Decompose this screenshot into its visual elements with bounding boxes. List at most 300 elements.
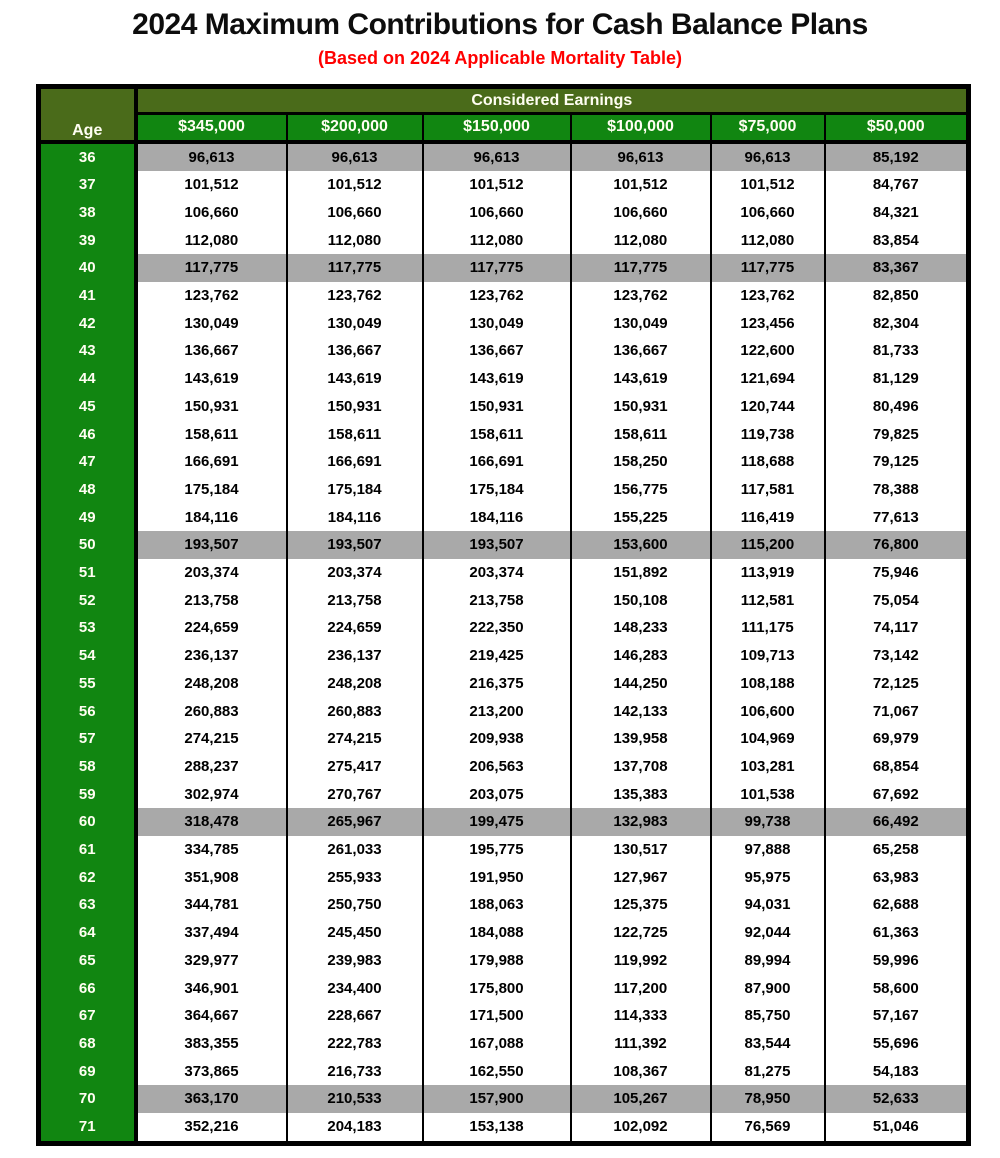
value-cell: 101,512 (423, 171, 571, 199)
value-cell: 81,275 (711, 1058, 825, 1086)
value-cell: 106,660 (711, 199, 825, 227)
value-cell: 112,080 (287, 227, 423, 255)
value-cell: 179,988 (423, 947, 571, 975)
column-header-75000: $75,000 (711, 114, 825, 142)
value-cell: 334,785 (136, 836, 287, 864)
value-cell: 171,500 (423, 1002, 571, 1030)
value-cell: 76,569 (711, 1113, 825, 1143)
value-cell: 73,142 (825, 642, 969, 670)
value-cell: 203,374 (423, 559, 571, 587)
value-cell: 175,184 (136, 476, 287, 504)
value-cell: 80,496 (825, 393, 969, 421)
value-cell: 106,660 (287, 199, 423, 227)
value-cell: 213,758 (423, 587, 571, 615)
value-cell: 54,183 (825, 1058, 969, 1086)
value-cell: 106,660 (571, 199, 711, 227)
contributions-table (36, 84, 971, 1146)
value-cell: 219,425 (423, 642, 571, 670)
value-cell: 55,696 (825, 1030, 969, 1058)
value-cell: 83,367 (825, 254, 969, 282)
value-cell: 158,611 (136, 421, 287, 449)
value-cell: 76,800 (825, 531, 969, 559)
table-row (39, 753, 969, 781)
value-cell: 104,969 (711, 725, 825, 753)
value-cell: 111,392 (571, 1030, 711, 1058)
age-cell: 47 (39, 448, 136, 476)
value-cell: 337,494 (136, 919, 287, 947)
value-cell: 72,125 (825, 670, 969, 698)
value-cell: 97,888 (711, 836, 825, 864)
value-cell: 224,659 (136, 614, 287, 642)
value-cell: 101,512 (136, 171, 287, 199)
age-cell: 44 (39, 365, 136, 393)
value-cell: 117,581 (711, 476, 825, 504)
group-header-row (39, 87, 969, 114)
value-cell: 83,544 (711, 1030, 825, 1058)
value-cell: 175,184 (423, 476, 571, 504)
value-cell: 82,850 (825, 282, 969, 310)
age-cell: 37 (39, 171, 136, 199)
value-cell: 213,200 (423, 698, 571, 726)
value-cell: 96,613 (571, 142, 711, 172)
value-cell: 132,983 (571, 808, 711, 836)
value-cell: 84,321 (825, 199, 969, 227)
value-cell: 143,619 (423, 365, 571, 393)
value-cell: 175,800 (423, 975, 571, 1003)
value-cell: 274,215 (136, 725, 287, 753)
value-cell: 158,611 (287, 421, 423, 449)
value-cell: 51,046 (825, 1113, 969, 1143)
value-cell: 125,375 (571, 891, 711, 919)
table-row (39, 670, 969, 698)
value-cell: 85,750 (711, 1002, 825, 1030)
value-cell: 158,611 (423, 421, 571, 449)
value-cell: 99,738 (711, 808, 825, 836)
value-cell: 61,363 (825, 919, 969, 947)
value-cell: 130,049 (571, 310, 711, 338)
value-cell: 117,775 (136, 254, 287, 282)
value-cell: 157,900 (423, 1085, 571, 1113)
value-cell: 79,825 (825, 421, 969, 449)
table-row (39, 836, 969, 864)
column-header-100000: $100,000 (571, 114, 711, 142)
table-row (39, 171, 969, 199)
value-cell: 344,781 (136, 891, 287, 919)
value-cell: 158,611 (571, 421, 711, 449)
age-cell: 50 (39, 531, 136, 559)
value-cell: 123,762 (287, 282, 423, 310)
value-cell: 203,374 (287, 559, 423, 587)
value-cell: 162,550 (423, 1058, 571, 1086)
value-cell: 95,975 (711, 864, 825, 892)
value-cell: 96,613 (136, 142, 287, 172)
value-cell: 65,258 (825, 836, 969, 864)
value-cell: 203,374 (136, 559, 287, 587)
value-cell: 318,478 (136, 808, 287, 836)
value-cell: 82,304 (825, 310, 969, 338)
table-row (39, 642, 969, 670)
table-row (39, 365, 969, 393)
value-cell: 166,691 (136, 448, 287, 476)
value-cell: 123,456 (711, 310, 825, 338)
value-cell: 123,762 (423, 282, 571, 310)
value-cell: 206,563 (423, 753, 571, 781)
value-cell: 127,967 (571, 864, 711, 892)
value-cell: 204,183 (287, 1113, 423, 1143)
value-cell: 346,901 (136, 975, 287, 1003)
value-cell: 184,116 (136, 504, 287, 532)
table-row (39, 698, 969, 726)
value-cell: 166,691 (287, 448, 423, 476)
value-cell: 117,775 (423, 254, 571, 282)
value-cell: 103,281 (711, 753, 825, 781)
value-cell: 136,667 (136, 337, 287, 365)
age-cell: 48 (39, 476, 136, 504)
age-cell: 63 (39, 891, 136, 919)
age-cell: 49 (39, 504, 136, 532)
value-cell: 112,581 (711, 587, 825, 615)
value-cell: 112,080 (423, 227, 571, 255)
value-cell: 101,512 (571, 171, 711, 199)
value-cell: 153,138 (423, 1113, 571, 1143)
value-cell: 136,667 (571, 337, 711, 365)
value-cell: 150,931 (423, 393, 571, 421)
value-cell: 52,633 (825, 1085, 969, 1113)
value-cell: 329,977 (136, 947, 287, 975)
value-cell: 255,933 (287, 864, 423, 892)
value-cell: 66,492 (825, 808, 969, 836)
age-cell: 55 (39, 670, 136, 698)
value-cell: 75,054 (825, 587, 969, 615)
considered-earnings-header: Considered Earnings (136, 87, 969, 114)
value-cell: 150,931 (287, 393, 423, 421)
page-subtitle: (Based on 2024 Applicable Mortality Table) (317, 48, 683, 68)
value-cell: 68,854 (825, 753, 969, 781)
value-cell: 136,667 (287, 337, 423, 365)
value-cell: 274,215 (287, 725, 423, 753)
value-cell: 216,733 (287, 1058, 423, 1086)
value-cell: 158,250 (571, 448, 711, 476)
value-cell: 112,080 (711, 227, 825, 255)
value-cell: 119,738 (711, 421, 825, 449)
value-cell: 118,688 (711, 448, 825, 476)
table-row (39, 1113, 969, 1143)
table-row (39, 1085, 969, 1113)
value-cell: 123,762 (136, 282, 287, 310)
age-cell: 41 (39, 282, 136, 310)
value-cell: 71,067 (825, 698, 969, 726)
value-cell: 120,744 (711, 393, 825, 421)
value-cell: 87,900 (711, 975, 825, 1003)
value-cell: 130,049 (423, 310, 571, 338)
table-row (39, 421, 969, 449)
value-cell: 135,383 (571, 781, 711, 809)
value-cell: 67,692 (825, 781, 969, 809)
value-cell: 302,974 (136, 781, 287, 809)
value-cell: 193,507 (287, 531, 423, 559)
value-cell: 101,512 (711, 171, 825, 199)
age-cell: 42 (39, 310, 136, 338)
value-cell: 167,088 (423, 1030, 571, 1058)
age-cell: 65 (39, 947, 136, 975)
age-cell: 58 (39, 753, 136, 781)
value-cell: 106,600 (711, 698, 825, 726)
value-cell: 155,225 (571, 504, 711, 532)
table-row (39, 947, 969, 975)
value-cell: 383,355 (136, 1030, 287, 1058)
value-cell: 102,092 (571, 1113, 711, 1143)
value-cell: 193,507 (423, 531, 571, 559)
value-cell: 209,938 (423, 725, 571, 753)
value-cell: 101,538 (711, 781, 825, 809)
value-cell: 166,691 (423, 448, 571, 476)
value-cell: 236,137 (287, 642, 423, 670)
value-cell: 81,129 (825, 365, 969, 393)
age-cell: 38 (39, 199, 136, 227)
value-cell: 261,033 (287, 836, 423, 864)
table-header (39, 87, 969, 142)
value-cell: 184,088 (423, 919, 571, 947)
age-cell: 43 (39, 337, 136, 365)
value-cell: 117,775 (571, 254, 711, 282)
table-row (39, 476, 969, 504)
value-cell: 109,713 (711, 642, 825, 670)
value-cell: 216,375 (423, 670, 571, 698)
value-cell: 193,507 (136, 531, 287, 559)
value-cell: 63,983 (825, 864, 969, 892)
value-cell: 121,694 (711, 365, 825, 393)
value-cell: 363,170 (136, 1085, 287, 1113)
value-cell: 248,208 (287, 670, 423, 698)
value-cell: 62,688 (825, 891, 969, 919)
value-cell: 275,417 (287, 753, 423, 781)
value-cell: 85,192 (825, 142, 969, 172)
value-cell: 123,762 (571, 282, 711, 310)
value-cell: 260,883 (287, 698, 423, 726)
table-row (39, 587, 969, 615)
page-title: 2024 Maximum Contributions for Cash Balance Plans (132, 8, 868, 41)
table-row (39, 142, 969, 172)
table-row (39, 1002, 969, 1030)
value-cell: 105,267 (571, 1085, 711, 1113)
table-row (39, 393, 969, 421)
value-cell: 130,049 (287, 310, 423, 338)
value-cell: 188,063 (423, 891, 571, 919)
age-cell: 45 (39, 393, 136, 421)
value-cell: 228,667 (287, 1002, 423, 1030)
value-cell: 115,200 (711, 531, 825, 559)
value-cell: 79,125 (825, 448, 969, 476)
age-cell: 59 (39, 781, 136, 809)
value-cell: 78,950 (711, 1085, 825, 1113)
table-row (39, 559, 969, 587)
age-cell: 57 (39, 725, 136, 753)
table-row (39, 1030, 969, 1058)
table-row (39, 919, 969, 947)
age-cell: 46 (39, 421, 136, 449)
value-cell: 113,919 (711, 559, 825, 587)
value-cell: 184,116 (287, 504, 423, 532)
age-cell: 71 (39, 1113, 136, 1143)
value-cell: 146,283 (571, 642, 711, 670)
value-cell: 89,994 (711, 947, 825, 975)
table-row (39, 310, 969, 338)
column-header-50000: $50,000 (825, 114, 969, 142)
value-cell: 106,660 (136, 199, 287, 227)
value-cell: 210,533 (287, 1085, 423, 1113)
value-cell: 352,216 (136, 1113, 287, 1143)
value-cell: 250,750 (287, 891, 423, 919)
value-cell: 199,475 (423, 808, 571, 836)
table-row (39, 337, 969, 365)
value-cell: 373,865 (136, 1058, 287, 1086)
value-cell: 83,854 (825, 227, 969, 255)
value-cell: 148,233 (571, 614, 711, 642)
value-cell: 265,967 (287, 808, 423, 836)
value-cell: 248,208 (136, 670, 287, 698)
column-header-150000: $150,000 (423, 114, 571, 142)
value-cell: 116,419 (711, 504, 825, 532)
table-row (39, 864, 969, 892)
value-cell: 143,619 (571, 365, 711, 393)
value-cell: 156,775 (571, 476, 711, 504)
value-cell: 117,200 (571, 975, 711, 1003)
table-body (39, 142, 969, 1144)
value-cell: 234,400 (287, 975, 423, 1003)
age-cell: 60 (39, 808, 136, 836)
value-cell: 122,600 (711, 337, 825, 365)
age-cell: 68 (39, 1030, 136, 1058)
value-cell: 78,388 (825, 476, 969, 504)
value-cell: 119,992 (571, 947, 711, 975)
value-cell: 81,733 (825, 337, 969, 365)
table-row (39, 227, 969, 255)
value-cell: 77,613 (825, 504, 969, 532)
value-cell: 236,137 (136, 642, 287, 670)
value-cell: 112,080 (136, 227, 287, 255)
value-cell: 364,667 (136, 1002, 287, 1030)
age-cell: 61 (39, 836, 136, 864)
value-cell: 153,600 (571, 531, 711, 559)
value-cell: 96,613 (423, 142, 571, 172)
table-row (39, 1058, 969, 1086)
value-cell: 260,883 (136, 698, 287, 726)
value-cell: 288,237 (136, 753, 287, 781)
value-cell: 122,725 (571, 919, 711, 947)
value-cell: 69,979 (825, 725, 969, 753)
value-cell: 222,783 (287, 1030, 423, 1058)
table-row (39, 199, 969, 227)
table-row (39, 504, 969, 532)
value-cell: 96,613 (287, 142, 423, 172)
value-cell: 57,167 (825, 1002, 969, 1030)
age-cell: 51 (39, 559, 136, 587)
value-cell: 175,184 (287, 476, 423, 504)
value-cell: 108,188 (711, 670, 825, 698)
age-cell: 62 (39, 864, 136, 892)
table-row (39, 975, 969, 1003)
value-cell: 111,175 (711, 614, 825, 642)
value-cell: 96,613 (711, 142, 825, 172)
value-cell: 130,517 (571, 836, 711, 864)
value-cell: 150,931 (571, 393, 711, 421)
table-row (39, 531, 969, 559)
table-row (39, 725, 969, 753)
value-cell: 351,908 (136, 864, 287, 892)
age-cell: 69 (39, 1058, 136, 1086)
age-cell: 52 (39, 587, 136, 615)
age-cell: 39 (39, 227, 136, 255)
age-cell: 53 (39, 614, 136, 642)
age-cell: 36 (39, 142, 136, 172)
value-cell: 74,117 (825, 614, 969, 642)
value-cell: 142,133 (571, 698, 711, 726)
table-row (39, 282, 969, 310)
value-cell: 184,116 (423, 504, 571, 532)
value-cell: 224,659 (287, 614, 423, 642)
table-row (39, 808, 969, 836)
value-cell: 114,333 (571, 1002, 711, 1030)
value-cell: 108,367 (571, 1058, 711, 1086)
table-row (39, 254, 969, 282)
age-column-header: Age (39, 87, 136, 142)
value-cell: 139,958 (571, 725, 711, 753)
value-cell: 143,619 (287, 365, 423, 393)
value-cell: 117,775 (711, 254, 825, 282)
value-cell: 144,250 (571, 670, 711, 698)
value-cell: 151,892 (571, 559, 711, 587)
value-cell: 195,775 (423, 836, 571, 864)
value-cell: 75,946 (825, 559, 969, 587)
value-cell: 137,708 (571, 753, 711, 781)
age-cell: 56 (39, 698, 136, 726)
value-cell: 222,350 (423, 614, 571, 642)
value-cell: 130,049 (136, 310, 287, 338)
age-cell: 70 (39, 1085, 136, 1113)
value-cell: 136,667 (423, 337, 571, 365)
table-row (39, 448, 969, 476)
table-row (39, 781, 969, 809)
age-cell: 64 (39, 919, 136, 947)
value-cell: 117,775 (287, 254, 423, 282)
value-cell: 270,767 (287, 781, 423, 809)
value-cell: 92,044 (711, 919, 825, 947)
value-cell: 58,600 (825, 975, 969, 1003)
value-cell: 150,931 (136, 393, 287, 421)
value-cell: 213,758 (136, 587, 287, 615)
age-cell: 66 (39, 975, 136, 1003)
value-cell: 213,758 (287, 587, 423, 615)
value-cell: 143,619 (136, 365, 287, 393)
value-cell: 123,762 (711, 282, 825, 310)
value-cell: 239,983 (287, 947, 423, 975)
value-cell: 203,075 (423, 781, 571, 809)
age-cell: 67 (39, 1002, 136, 1030)
value-cell: 150,108 (571, 587, 711, 615)
value-cell: 245,450 (287, 919, 423, 947)
value-cell: 112,080 (571, 227, 711, 255)
table-row (39, 614, 969, 642)
value-cell: 191,950 (423, 864, 571, 892)
value-cell: 94,031 (711, 891, 825, 919)
value-cell: 59,996 (825, 947, 969, 975)
column-header-row (39, 114, 969, 142)
table-row (39, 891, 969, 919)
value-cell: 101,512 (287, 171, 423, 199)
value-cell: 106,660 (423, 199, 571, 227)
age-cell: 54 (39, 642, 136, 670)
value-cell: 84,767 (825, 171, 969, 199)
